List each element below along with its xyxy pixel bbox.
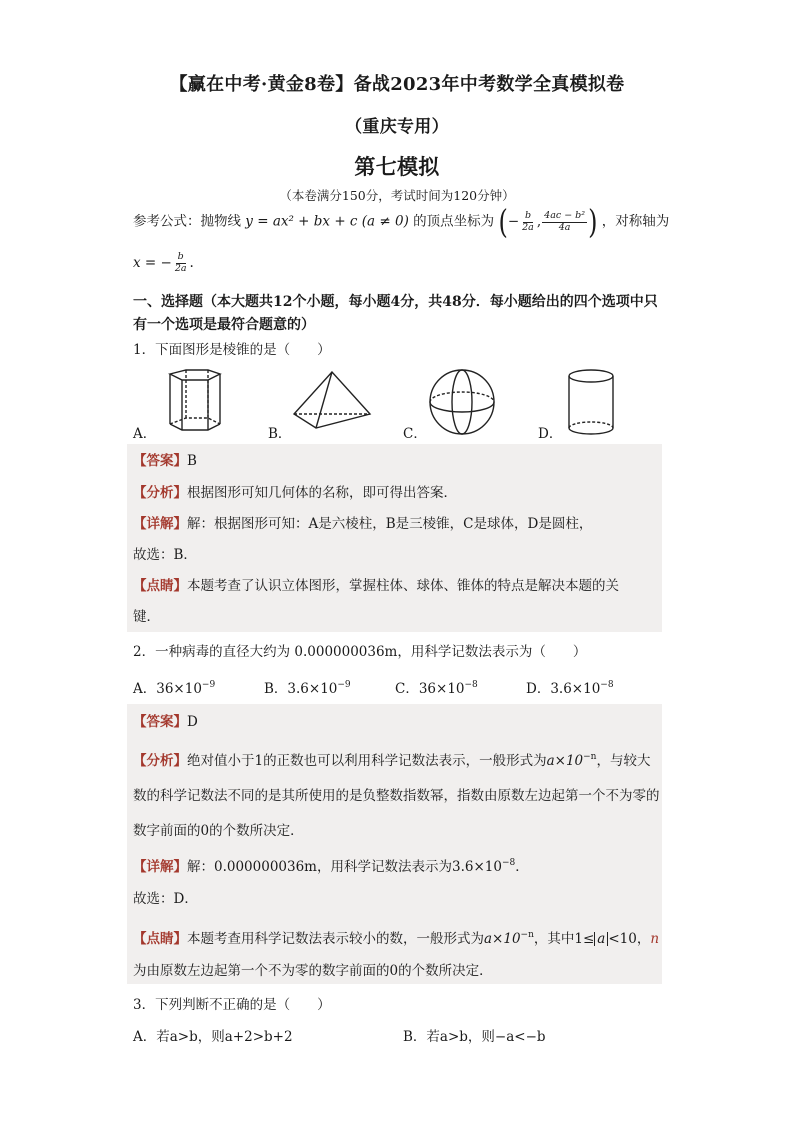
hexagonal-prism-figure [158,368,226,436]
sphere-figure [428,368,496,436]
formula-axis-text: ，对称轴为 [601,213,670,230]
vertex-y-fraction: $\frac{\text{4ac − b²}}{4a}$ [544,209,586,233]
page-subtitle-mock: 第七模拟 [354,154,440,179]
q2-option-a[interactable]: A．$36\times 10^{-9}$ [133,680,216,697]
triangular-pyramid-figure [290,370,374,432]
q2-answer: 【答案】D [133,714,198,730]
q2-choose: 故选：D． [133,891,198,907]
q3-option-b[interactable]: B．若a>b，则−a<−b [403,1029,546,1045]
section-title: 一、选择题（本大题共12个小题，每小题4分，共48分．每小题给出的四个选项中只有一个选项是最符合题意的） [133,294,658,333]
q1-answer: 【答案】B [133,453,197,469]
formula-axis-line: x = − $\frac{b}{2a}$ . [133,251,194,274]
q1-comment-line2: 键． [133,609,160,625]
page-title: 【赢在中考·黄金8卷】备战2023年中考数学全真模拟卷 [169,74,625,95]
q2-comment-line2: 为由原数左边起第一个不为零的数字前面的0的个数所决定． [133,963,493,979]
q1-option-a[interactable]: A． [133,426,157,442]
q1-option-b[interactable]: B． [268,426,292,442]
formula-line: 参考公式：抛物线 y = ax² + bx + c (a ≠ 0) 的顶点坐标为 (− $\frac{b}{2a}$ , $\frac{\text{4ac − b²}}{4a}$ ) ，对称轴为 [133,203,670,241]
q1-option-c[interactable]: C． [403,426,427,442]
question-3-stem: 3．下列判断不正确的是（ ） [133,997,331,1013]
page-subtitle-region: （重庆专用） [345,117,449,137]
question-1-stem: 1．下面图形是棱锥的是（ ） [133,342,331,358]
q1-comment: 【点睛】本题考查了认识立体图形，掌握柱体、球体、锥体的特点是解决本题的关 [133,578,619,594]
formula-prefix: 参考公式：抛物线 [133,213,241,230]
q2-option-d[interactable]: D．$3.6\times 10^{-8}$ [526,680,614,697]
cylinder-figure [566,368,616,436]
formula-vertex-text: 的顶点坐标为 [413,213,495,230]
q2-option-c[interactable]: C．$36\times 10^{-8}$ [395,680,478,697]
q2-detail: 【详解】解：0.000000036m，用科学记数法表示为$3.6\times 10^{-8}$． [133,858,529,875]
exam-note: （本卷满分150分，考试时间为120分钟） [279,188,515,203]
q2-option-b[interactable]: B．$3.6\times 10^{-9}$ [264,680,351,697]
q1-detail: 【详解】解：根据图形可知：A是六棱柱，B是三棱锥，C是球体，D是圆柱， [133,516,593,532]
q3-option-a[interactable]: A．若a>b，则a+2>b+2 [133,1029,293,1045]
q2-comment: 【点睛】本题考查用科学记数法表示较小的数，一般形式为$a\times 10^{-n}$，其中1≤ a <10，n [133,930,660,947]
q2-analysis: 【分析】绝对值小于1的正数也可以利用科学记数法表示，一般形式为$a\times 10^{-n}$，与较大数的科学记数法不同的是其所使用的是负整数指数幂，指数由原数左边起第一个不为零的数字前面的0的个数所决定． [133,752,660,839]
axis-fraction: $\frac{b}{2a}$ [174,251,187,274]
q1-analysis: 【分析】根据图形可知几何体的名称，即可得出答案． [133,485,457,501]
q1-choose: 故选：B． [133,547,197,563]
q1-solution-box [127,444,662,632]
vertex-x-fraction: $\frac{b}{2a}$ [522,209,534,233]
formula-equation: y = ax² + bx + c (a ≠ 0) [245,213,409,230]
q1-option-d[interactable]: D． [538,426,563,442]
question-2-stem: 2．一种病毒的直径大约为 0.000000036m，用科学记数法表示为（ ） [133,644,587,660]
